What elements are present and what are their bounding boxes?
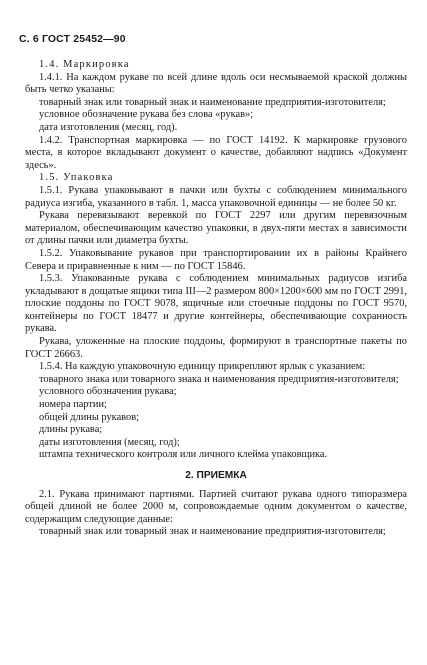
para-designation: условное обозначение рукава без слова «рукав»; xyxy=(39,109,254,121)
label-item-designation: условного обозначения рукава; xyxy=(39,386,177,398)
para-1-4-1: 1.4.1. На каждом рукаве по всей длине вдоль оси несмываемой краской должны быть четко указаны: xyxy=(25,71,407,96)
para-1-4-2: 1.4.2. Транспортная маркировка — по ГОСТ 14192. К маркировке грузового места, в которое вкладывают документ о качестве, добавляют надпись «Документ здесь». xyxy=(25,134,407,171)
section-heading-acceptance: 2. ПРИЕМКА xyxy=(185,470,247,481)
para-2-1-trademark: товарный знак или товарный знак и наименование предприятия-изготовителя; xyxy=(39,526,386,538)
heading-marking: 1.4. Маркировка xyxy=(39,59,130,70)
para-1-5-2: 1.5.2. Упаковывание рукавов при транспортировании их в районы Крайнего Севера и приравненные к ним — по ГОСТ 15846. xyxy=(25,247,407,272)
para-date: дата изготовления (месяц, год). xyxy=(39,121,178,133)
label-item-stamp: штампа технического контроля или личного клейма упаковщика. xyxy=(39,449,328,461)
para-1-5-1: 1.5.1. Рукава упаковывают в пачки или бухты с соблюдением минимального радиуса изгиба, указанного в табл. 1, масса упаковочной единицы — не более 50 кг. xyxy=(25,184,407,209)
page-header: С. 6 ГОСТ 25452—90 xyxy=(19,34,126,45)
para-trademark: товарный знак или товарный знак и наименование предприятия-изготовителя; xyxy=(39,96,386,108)
para-1-5-4: 1.5.4. На каждую упаковочную единицу прикрепляют ярлык с указанием: xyxy=(39,361,366,373)
label-item-date: даты изготовления (месяц, год); xyxy=(39,436,180,448)
para-pallets: Рукава, уложенные на плоские поддоны, формируют в транспортные пакеты по ГОСТ 26663. xyxy=(25,336,407,360)
document-body xyxy=(25,59,407,539)
label-item-length: длины рукава; xyxy=(39,424,103,436)
para-2-1: 2.1. Рукава принимают партиями. Партией считают рукава одного типоразмера общей длиной не более 2000 м, сопровождаемые одним документом о качестве, содержащим следующие данные: xyxy=(25,488,407,525)
label-item-total-length: общей длины рукавов; xyxy=(39,411,140,423)
para-tying: Рукава перевязывают веревкой по ГОСТ 2297 или другим перевязочным материалом, обеспечивающим качество упаковки, в двух-пяти местах в зависимости от длины пачки или диаметра бухты. xyxy=(25,210,407,247)
para-1-5-3: 1.5.3. Упакованные рукава с соблюдением минимальных радиусов изгиба укладывают в дощатые ящики типа III—2 размером 800×1200×600 мм по ГОСТ 2991, плоские поддоны по ГОСТ 9078, ящичные или стоечные поддоны по ГОСТ 9570, контейнеры по ГОСТ 18477 и другие контейнеры, обеспечивающие сохранность рукава. xyxy=(25,273,407,335)
label-item-batch: номера партии; xyxy=(39,399,107,411)
heading-packaging: 1.5. Упаковка xyxy=(39,172,114,184)
label-item-trademark: товарного знака или товарного знака и наименования предприятия-изготовителя; xyxy=(39,373,399,385)
